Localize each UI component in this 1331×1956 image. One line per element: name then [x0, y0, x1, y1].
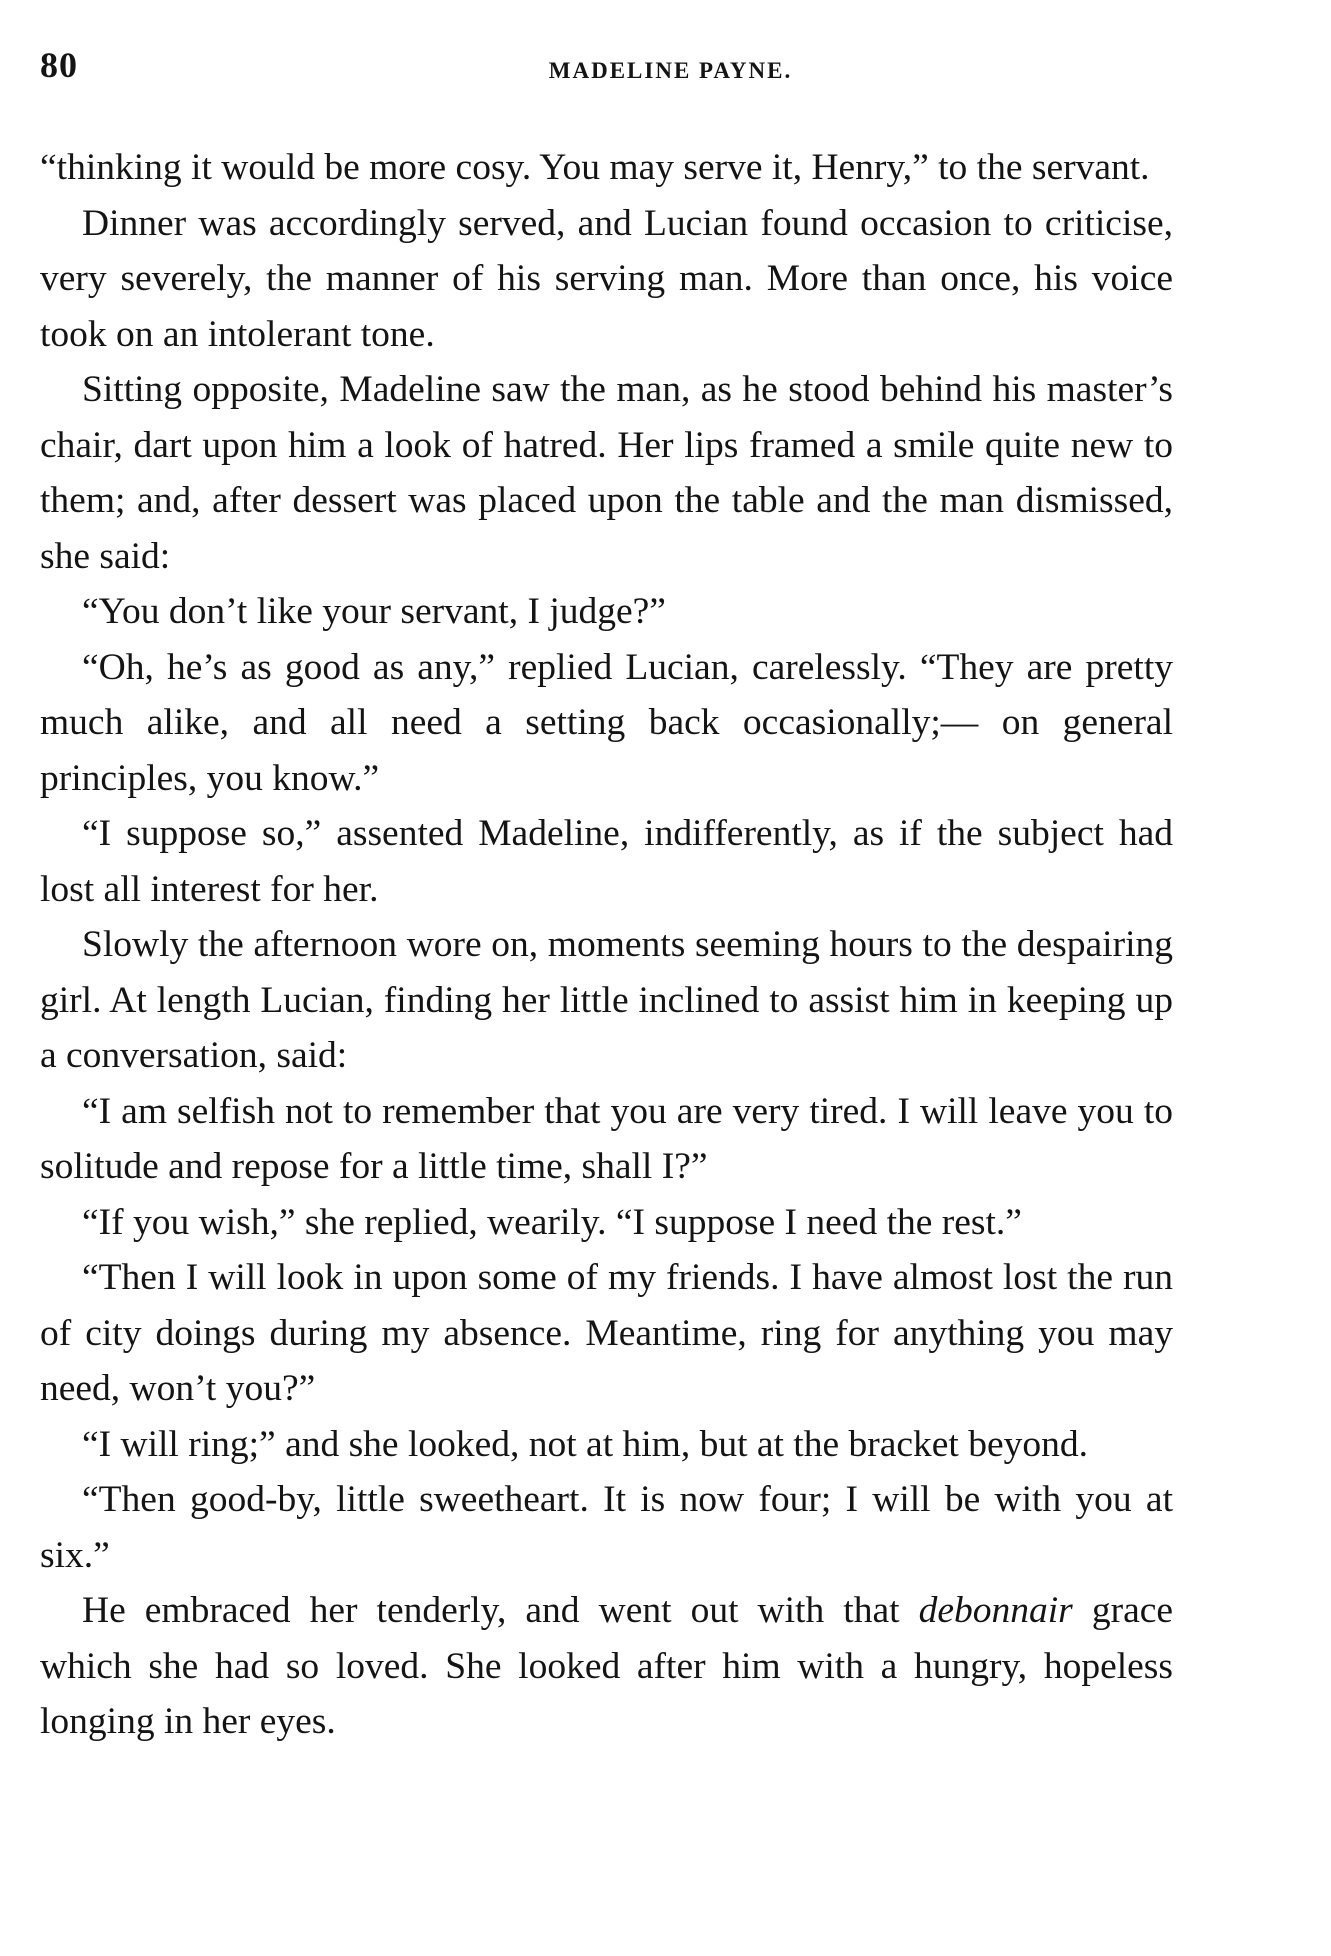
paragraph-text: grace which she had so loved. She looked after him with a hungry, hopeless longing in her eyes. — [40, 1590, 1174, 1742]
paragraph-text: He embraced her tenderly, and went out with that — [82, 1590, 919, 1631]
paragraph: “thinking it would be more cosy. You may serve it, Henry,” to the servant. — [40, 147, 1150, 188]
paragraph: “I am selfish not to remember that you are very tired. I will leave you to solitude and repose for a little time, shall I?” — [40, 1090, 1173, 1187]
paragraph: Sitting opposite, Madeline saw the man, as he stood behind his master’s chair, dart upon him a look of hatred. Her lips framed a smile quite new to them; and, after dessert was placed upon the table and the man dismissed, she said: — [40, 369, 1173, 577]
paragraph — [40, 1583, 1173, 1750]
italic-word: debonnair — [918, 1590, 1073, 1631]
paragraph: “Then good-by, little sweetheart. It is now four; I will be with you at six.” — [40, 1479, 1173, 1576]
paragraph: “If you wish,” she replied, wearily. “I suppose I need the rest.” — [82, 1201, 1022, 1243]
paragraph: “Oh, he’s as good as any,” replied Lucian, carelessly. “They are pretty much alike, and all need a setting back occasionally;— on general principles, you know.” — [40, 646, 1173, 799]
paragraph: Dinner was accordingly served, and Lucian found occasion to criticise, very severely, the manner of his serving man. More than once, his voice took on an intolerant tone. — [40, 202, 1173, 355]
paragraph: “Then I will look in upon some of my friends. I have almost lost the run of city doings during my absence. Meantime, ring for anything you may need, won’t you?” — [40, 1257, 1173, 1409]
body-text — [40, 140, 1173, 1750]
paragraph: “I suppose so,” assented Madeline, indifferently, as if the subject had lost all interest for her. — [40, 813, 1173, 910]
paragraph: “I will ring;” and she looked, not at him, but at the bracket beyond. — [82, 1423, 1088, 1465]
page-number: 80 — [40, 45, 78, 85]
paragraph: Slowly the afternoon wore on, moments seeming hours to the despairing girl. At length Lucian, finding her little inclined to assist him in keeping up a conversation, said: — [40, 924, 1173, 1076]
paragraph: “You don’t like your servant, I judge?” — [82, 591, 666, 632]
running-title: MADELINE PAYNE. — [548, 58, 793, 83]
